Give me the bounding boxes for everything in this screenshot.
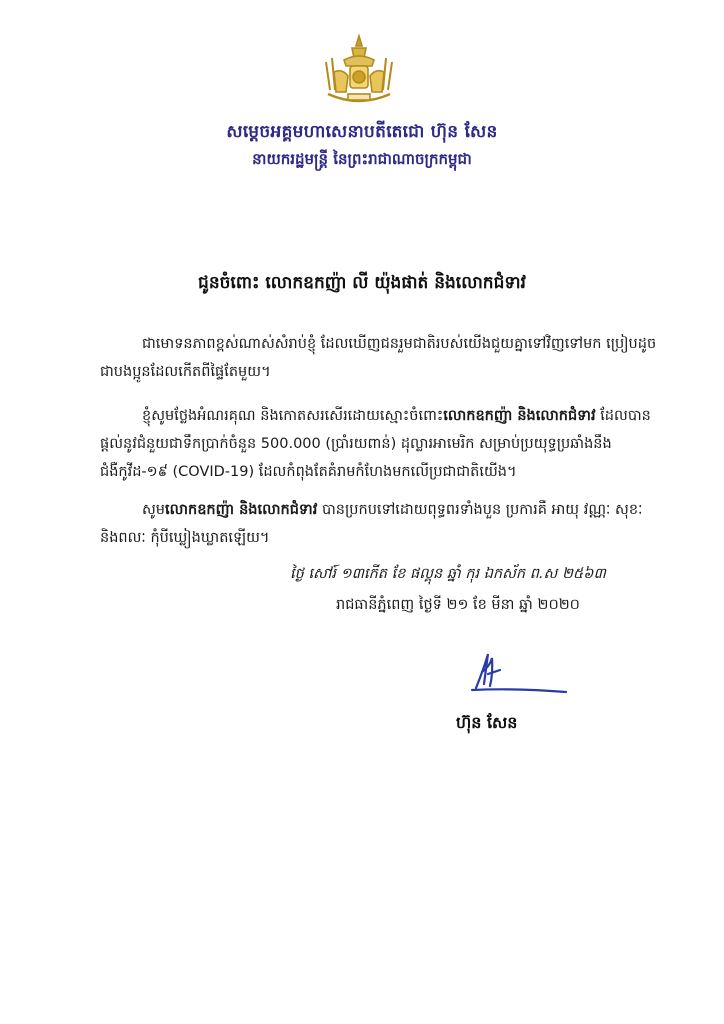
- paragraph-3-text-a: សូម: [142, 502, 166, 518]
- paragraph-3-honorific: លោកឧកញ៉ា និងលោកជំទាវ: [165, 502, 318, 518]
- paragraph-3: [100, 496, 660, 552]
- solar-date: រាជធានីភ្នំពេញ ថ្ងៃទី ២១ ខែ មីនា ឆ្នាំ ២០២០: [336, 597, 580, 613]
- signer-name: ហ៊ុន សែន: [456, 713, 518, 732]
- paragraph-2-honorific: លោកឧកញ៉ា និងលោកជំទាវ: [443, 408, 596, 424]
- addressee-line: ជូនចំពោះ លោកឧកញ៉ា លី យ៉ុងផាត់ និងលោកជំទាវ: [198, 273, 526, 293]
- royal-coat-of-arms-icon: [314, 32, 404, 112]
- paragraph-2-text-c: ដែលបានផ្តល់នូវជំនួយជាទឹកប្រាក់ចំនួន 500.000 (ប្រាំរយពាន់) ដុល្លារអាមេរិក សម្រាប់ប្រយុទ្ធប្រឆាំងនឹងជំងឺកូវីដ-១៩ (COVID-19) ដែលកំពុងតែគំរាមកំហែងមកលើប្រជាជាតិយើង។: [100, 408, 651, 480]
- sender-name-line: សម្តេចអគ្គមហាសេនាបតីតេជោ ហ៊ុន សែន: [226, 122, 498, 142]
- paragraph-3-text-c: បានប្រកបទៅដោយពុទ្ធពរទាំងបួន ប្រការគឺ អាយុ វណ្ណៈ សុខៈ និងពលៈ កុំបីឃ្លៀងឃ្លាតឡើយ។: [100, 502, 643, 546]
- handwritten-signature-icon: [466, 648, 570, 698]
- paragraph-1-text: ជាមោទនភាពខ្ពស់ណាស់សំរាប់ខ្ញុំ ដែលឃើញជនរួមជាតិរបស់យើងជួយគ្នាទៅវិញទៅមក ប្រៀបដូចជាបងប្អូនដែលកើតពីផ្ទៃតែមួយ។: [100, 336, 657, 380]
- sender-position-line: នាយករដ្ឋមន្ត្រី នៃព្រះរាជាណាចក្រកម្ពុជា: [252, 150, 472, 168]
- paragraph-1: [100, 330, 660, 386]
- paragraph-2-text-a: ខ្ញុំសូមថ្លែងអំណរគុណ និងកោតសរសើរដោយស្មោះចំពោះ: [142, 408, 444, 424]
- paragraph-2: [100, 402, 660, 486]
- lunar-date: ថ្ងៃ សៅរ៍ ១៣កើត ខែ ផល្គុន ឆ្នាំ កុរ ឯកស័ក ព.ស ២៥៦៣: [290, 566, 606, 582]
- sender-title: [0, 118, 724, 172]
